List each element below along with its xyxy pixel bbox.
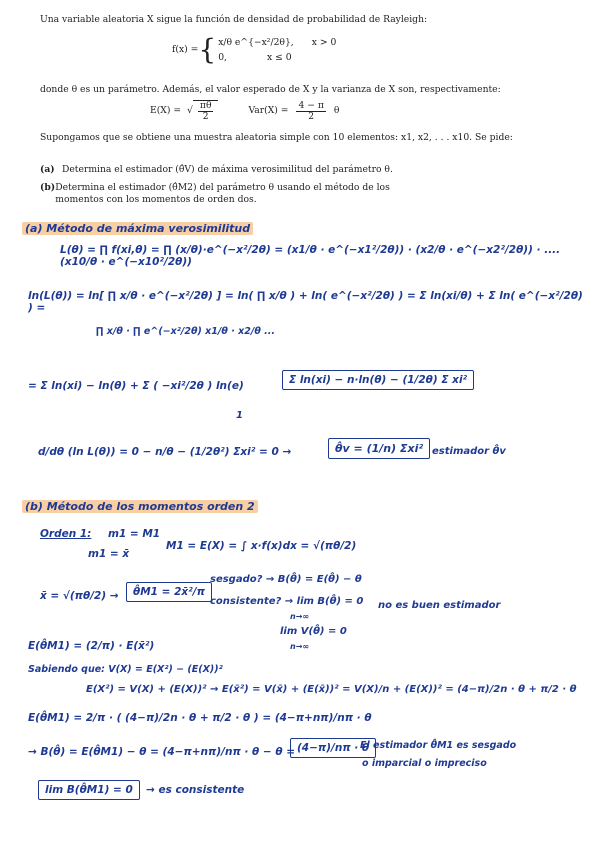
pdf-lhs: f(x) =	[172, 44, 199, 56]
part-b-order1: Orden 1:	[40, 528, 92, 540]
part-a-estimator-label: estimador θ̂v	[432, 446, 506, 457]
part-b-consistent: → es consistente	[146, 784, 245, 796]
part-b-n-inf-1: n→∞	[290, 612, 310, 621]
param-text: donde θ es un parámetro. Además, el valor esperado de X y la varianza de X son, respectivamente:	[40, 84, 501, 95]
part-b-xbar: x̄ = √(πθ/2) →	[40, 590, 119, 602]
part-a-estimator-boxed: θ̂v = (1/n) Σxi²	[328, 438, 430, 459]
part-a-derivative: d/dθ (ln L(θ)) = 0 − n/θ − (1/2θ²) Σxi² = 0 →	[38, 446, 292, 458]
problem-intro: Una variable aleatoria X sigue la función de densidad de probabilidad de Rayleigh:	[40, 14, 428, 25]
var-tail: θ	[333, 105, 340, 117]
part-b-consistente-q: consistente? → lim B(θ̂) = 0	[210, 596, 364, 607]
item-a-label: (a)	[40, 164, 55, 175]
rayleigh-pdf	[172, 33, 337, 66]
var-den: 2	[308, 110, 315, 122]
ex-lhs: E(X) =	[150, 105, 182, 117]
moments-formulas	[150, 100, 339, 122]
part-a-likelihood: L(θ) = ∏ f(xi,θ) = ∏ (x/θ)·e^(−x²/2θ) = (x1/θ · e^(−x1²/2θ)) · (x2/θ · e^(−x2²/2θ)) · .... (x10/θ · e^(−x10²/2θ))	[60, 244, 561, 268]
ex-num: πθ	[199, 100, 212, 111]
pdf-case1-value: x/θ e^{−x²/2θ},	[218, 36, 294, 48]
pdf-case1-cond: x > 0	[311, 36, 337, 48]
part-b-heading: (b) Método de los momentos orden 2	[22, 500, 258, 513]
part-b-bias: → B(θ̂) = E(θ̂M1) − θ = (4−π+nπ)/nπ · θ − θ =	[28, 746, 296, 758]
part-a-heading: (a) Método de máxima verosimilitud	[22, 222, 253, 235]
var-lhs: Var(X) =	[248, 105, 289, 117]
part-b-m1: m1 = x̄	[88, 548, 130, 560]
part-b-second-moment: E(X²) = V(X) + (E(X))² → E(x̄²) = V(x̄) + (E(x̄))² = V(X)/n + (E(X))² = (4−π)/2n · θ + π/2 · θ	[86, 684, 577, 695]
part-b-bias-boxed: (4−π)/nπ · θ	[290, 738, 376, 758]
part-b-n-inf-2: n→∞	[290, 642, 310, 651]
pdf-case2-value: 0,	[218, 52, 227, 63]
item-b-text: Determina el estimador (θ̂M2) del parámetro θ usando el método de los momentos con los momentos de orden dos.	[55, 182, 390, 205]
part-a-sum-expression: = Σ ln(xi) − ln(θ) + Σ ( −xi²/2θ ) ln(e)	[28, 380, 244, 392]
var-num: 4 − π	[298, 99, 324, 111]
part-b-bias-note-2: o imparcial o impreciso	[362, 758, 487, 769]
part-b-sesgado-q: sesgado? → B(θ̂) = E(θ̂) − θ	[210, 574, 362, 585]
part-a-loglikelihood: ln(L(θ)) = ln[ ∏ x/θ · e^(−x²/2θ) ] = ln( ∏ x/θ ) + ln( e^(−x²/2θ) ) = Σ ln(xi/θ) + Σ ln( e^(−x²/2θ) ) =	[28, 290, 583, 314]
part-b-order1-eq: m1 = M1	[108, 528, 161, 540]
part-b-bias-note-1: El estimador θ̂M1 es sesgado	[360, 740, 517, 751]
ex-den: 2	[202, 111, 209, 123]
part-b-estimator-boxed: θ̂M1 = 2x̄²/π	[126, 582, 212, 602]
pdf-case2-cond: x ≤ 0	[266, 52, 292, 63]
item-b-label: (b)	[40, 182, 56, 193]
part-a-ln-e-note: 1	[236, 410, 243, 421]
ex-sqrt: √ $\frac{\pi\theta}{2}$	[187, 100, 218, 122]
part-b-lim-var: lim V(θ̂) = 0	[280, 626, 347, 637]
part-b-not-good: no es buen estimador	[378, 600, 501, 611]
part-b-expectation: E(θ̂M1) = (2/π) · E(x̄²)	[28, 640, 155, 652]
pdf-brace: {	[198, 33, 217, 66]
item-a	[40, 164, 560, 176]
part-b-M1: M1 = E(X) = ∫ x·f(x)dx = √(πθ/2)	[166, 540, 357, 552]
sample-text: Supongamos que se obtiene una muestra aleatoria simple con 10 elementos: x1, x2, . . . x10. Se pide:	[40, 132, 513, 143]
part-a-loglikelihood-boxed: Σ ln(xi) − n·ln(θ) − (1/2θ) Σ xi²	[282, 370, 474, 390]
part-b-expectation-2: E(θ̂M1) = 2/π · ( (4−π)/2n · θ + π/2 · θ ) = (4−π+nπ)/nπ · θ	[28, 712, 372, 724]
item-a-text: Determina el estimador (θ̂V) de máxima verosimilitud del parámetro θ.	[62, 164, 393, 175]
part-a-product-note: ∏ x/θ · ∏ e^(−x²/2θ) x1/θ · x2/θ ...	[96, 326, 275, 337]
part-b-limit-boxed: lim B(θ̂M1) = 0	[38, 780, 140, 800]
item-b	[40, 182, 430, 205]
part-b-sabiendo: Sabiendo que: V(X) = E(X²) − (E(X))²	[28, 664, 223, 675]
